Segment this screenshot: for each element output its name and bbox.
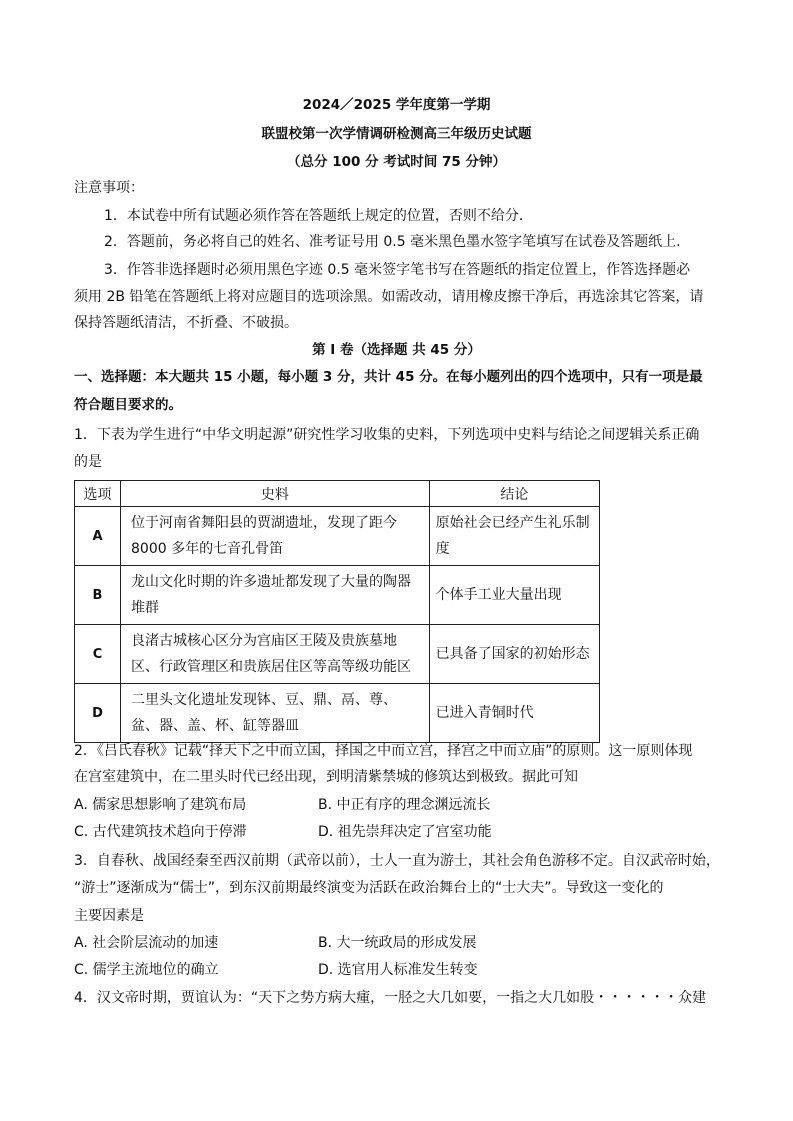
q2-option-c: C. 古代建筑技术趋向于停滞 [74,824,247,840]
section-intro-line2: 符合题目要求的。 [74,397,182,413]
q1-stem-line1: 1．下表为学生进行“中华文明起源”研究性学习收集的史料，下列选项中史料与结论之间逻辑关系正确 [74,427,700,443]
row-conclusion: 已进入青铜时代 [429,684,599,743]
notes-item-3-line2: 须用 2B 铅笔在答题纸上将对应题目的选项涂黑。如需改动，请用橡皮擦干净后，再选涂其它答案，请 [74,289,704,305]
q1-table [74,480,600,743]
row-source: 龙山文化时期的许多遗址都发现了大量的陶器堆群 [121,566,430,625]
q1-table-header-source: 史料 [121,481,430,507]
row-source: 位于河南省舞阳县的贾湖遗址，发现了距今8000 多年的七音孔骨笛 [121,507,430,566]
q2-stem-line1: 2．《吕氏春秋》记载“择天下之中而立国，择国之中而立宫，择宫之中而立庙”的原则。这一原则体现 [74,743,693,759]
row-conclusion: 个体手工业大量出现 [429,566,599,625]
table-row [75,625,600,684]
row-option: A [75,507,121,566]
q1-table-header-row [75,481,600,507]
q2-option-d: D. 祖先崇拜决定了宫室功能 [318,824,492,840]
row-conclusion: 原始社会已经产生礼乐制度 [429,507,599,566]
section-title: 第 I 卷（选择题 共 45 分） [312,342,481,358]
exam-title: 联盟校第一次学情调研检测高三年级历史试题 [261,126,532,142]
q1-table-header-conclusion: 结论 [429,481,599,507]
table-row [75,684,600,743]
q3-option-a: A. 社会阶层流动的加速 [74,935,219,951]
q2-stem-line2: 在宫室建筑中，在二里头时代已经出现，到明清紫禁城的修筑达到极致。据此可知 [74,769,578,785]
q3-option-c: C. 儒学主流地位的确立 [74,962,219,978]
notes-item-1: 1．本试卷中所有试题必须作答在答题纸上规定的位置，否则不给分． [104,208,533,224]
table-row [75,566,600,625]
q1-table-header-option: 选项 [75,481,121,507]
notes-item-2: 2．答题前，务必将自己的姓名、准考证号用 0.5 毫米黑色墨水签字笔填写在试卷及答题纸上. [104,234,681,250]
row-option: C [75,625,121,684]
exam-score-time: （总分 100 分 考试时间 75 分钟） [287,154,506,170]
notes-item-3-line1: 3．作答非选择题时必须用黑色字迹 0.5 毫米签字笔书写在答题纸的指定位置上，作答选择题必 [104,262,691,278]
q3-option-b: B. 大一统政局的形成发展 [318,935,477,951]
row-conclusion: 已具备了国家的初始形态 [429,625,599,684]
row-source: 二里头文化遗址发现钵、豆、鼎、鬲、尊、盆、器、盖、杯、缸等器皿 [121,684,430,743]
row-option: B [75,566,121,625]
row-option: D [75,684,121,743]
q3-option-d: D. 选官用人标准发生转变 [318,962,478,978]
q2-option-a: A. 儒家思想影响了建筑布局 [74,797,247,813]
section-intro-line1: 一、选择题：本大题共 15 小题，每小题 3 分，共计 45 分。在每小题列出的四个选项中，只有一项是最 [74,369,703,385]
q3-stem-line3: 主要因素是 [74,908,144,924]
table-row [75,507,600,566]
exam-term-title: 2024／2025 学年度第一学期 [302,97,491,113]
notes-item-3-line3: 保持答题纸清洁，不折叠、不破损。 [74,315,298,331]
q2-option-b: B. 中正有序的理念渊远流长 [318,797,491,813]
q3-stem-line1: 3．自春秋、战国经秦至西汉前期（武帝以前），士人一直为游士，其社会角色游移不定。自汉武帝时始， [74,853,720,869]
notes-title: 注意事项： [74,180,144,196]
row-source: 良渚古城核心区分为宫庙区王陵及贵族墓地区、行政管理区和贵族居住区等高等级功能区 [121,625,430,684]
q4-stem-line1: 4．汉文帝时期，贾谊认为：“天下之势方病大瘇，一胫之大几如要，一指之大几如股・・・・・・众建 [74,990,707,1006]
q1-stem-line2: 的是 [74,454,102,470]
q3-stem-line2: “游士”逐渐成为“儒士”，到东汉前期最终演变为活跃在政治舞台上的“士大夫”。导致这一变化的 [74,880,664,896]
